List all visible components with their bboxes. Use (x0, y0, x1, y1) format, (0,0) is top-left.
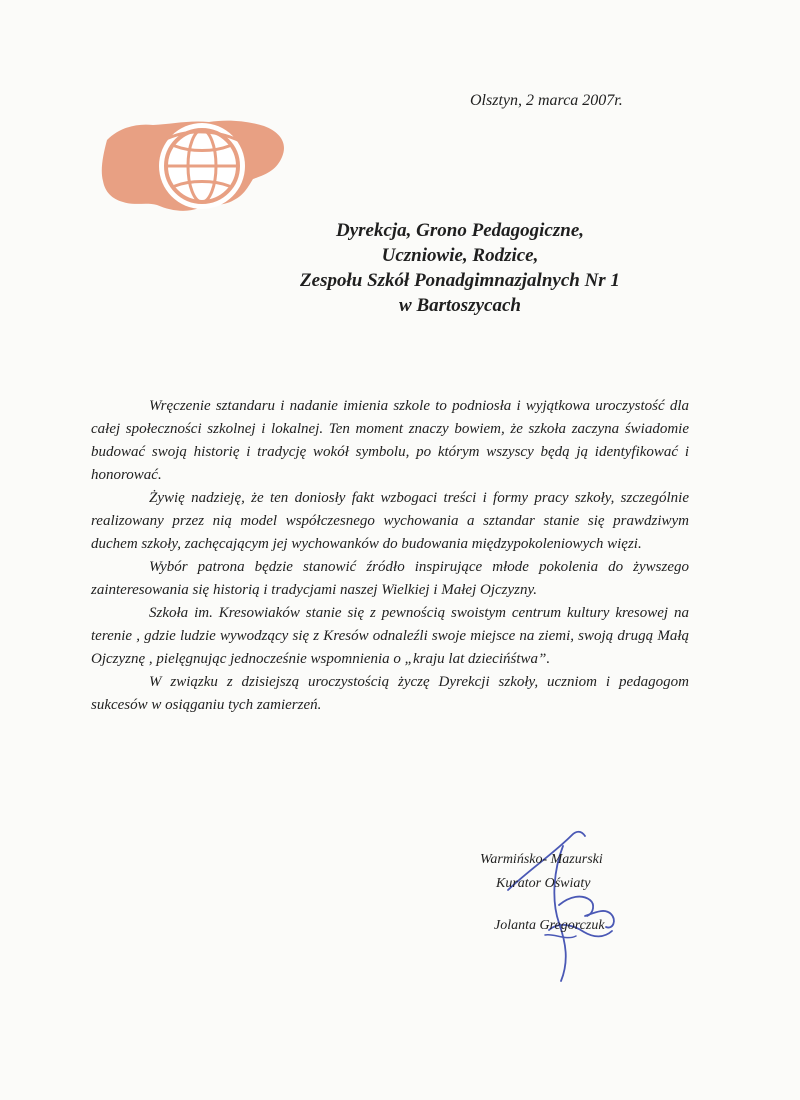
recipient-line: Zespołu Szkół Ponadgimnazjalnych Nr 1 (300, 270, 620, 291)
recipient-line: w Bartoszycach (399, 295, 521, 316)
recipient-line: Dyrekcja, Grono Pedagogiczne, (335, 220, 585, 241)
recipient-line: Uczniowie, Rodzice, (381, 245, 539, 266)
letter-paragraph: Szkoła im. Kresowiaków stanie się z pewnością swoistym centrum kultury kresowej na terenie , gdzie ludzie wywodzący się z Kresów odnaleźli swoje miejsce na ziemi, swoją drugą Małą Ojczyznę , pielęgnując jednocześnie wspomnienia o „kraju lat dziecińśtwa”. (91, 605, 689, 667)
globe-map-icon (98, 112, 288, 217)
signature-name: Jolanta Gregorczuk (494, 918, 605, 933)
letter-paragraph: Żywię nadzieję, że ten doniosły fakt wzbogaci treści i formy pracy szkoły, szczególnie realizowany przez nią model współczesnego wychowania a sztandar stanie się prawdziwym duchem szkoły, zachęcającym jej wychowanków do budowania międzypokoleniowych więzi. (91, 490, 689, 552)
letter-paragraph: Wybór patrona będzie stanowić źródło inspirujące młode pokolenia do żywszego zainteresowania się historią i tradycjami naszej Wielkiej i Małej Ojczyzny. (91, 559, 689, 598)
signature-block (470, 852, 655, 982)
letter-body (91, 395, 689, 717)
letter-date: Olsztyn, 2 marca 2007r. (470, 92, 623, 109)
letter-paragraph: Wręczenie sztandaru i nadanie imienia szkole to podniosła i wyjątkowa uroczystość dla całej społeczności szkolnej i lokalnej. Ten moment znaczy bowiem, że szkoła zaczyna świadomie budować swoją historię i tradycję wokół symbolu, po którym wszyscy będą ją identyfikować i honorować. (91, 398, 689, 483)
signature-title-line: Warmińsko- Mazurski (480, 852, 603, 867)
recipient-address (240, 218, 680, 318)
signature-title-line: Kurator Oświaty (496, 876, 591, 891)
letter-paragraph: W związku z dzisiejszą uroczystością życzę Dyrekcji szkoły, uczniom i pedagogom sukcesów w osiąganiu tych zamierzeń. (91, 674, 689, 713)
